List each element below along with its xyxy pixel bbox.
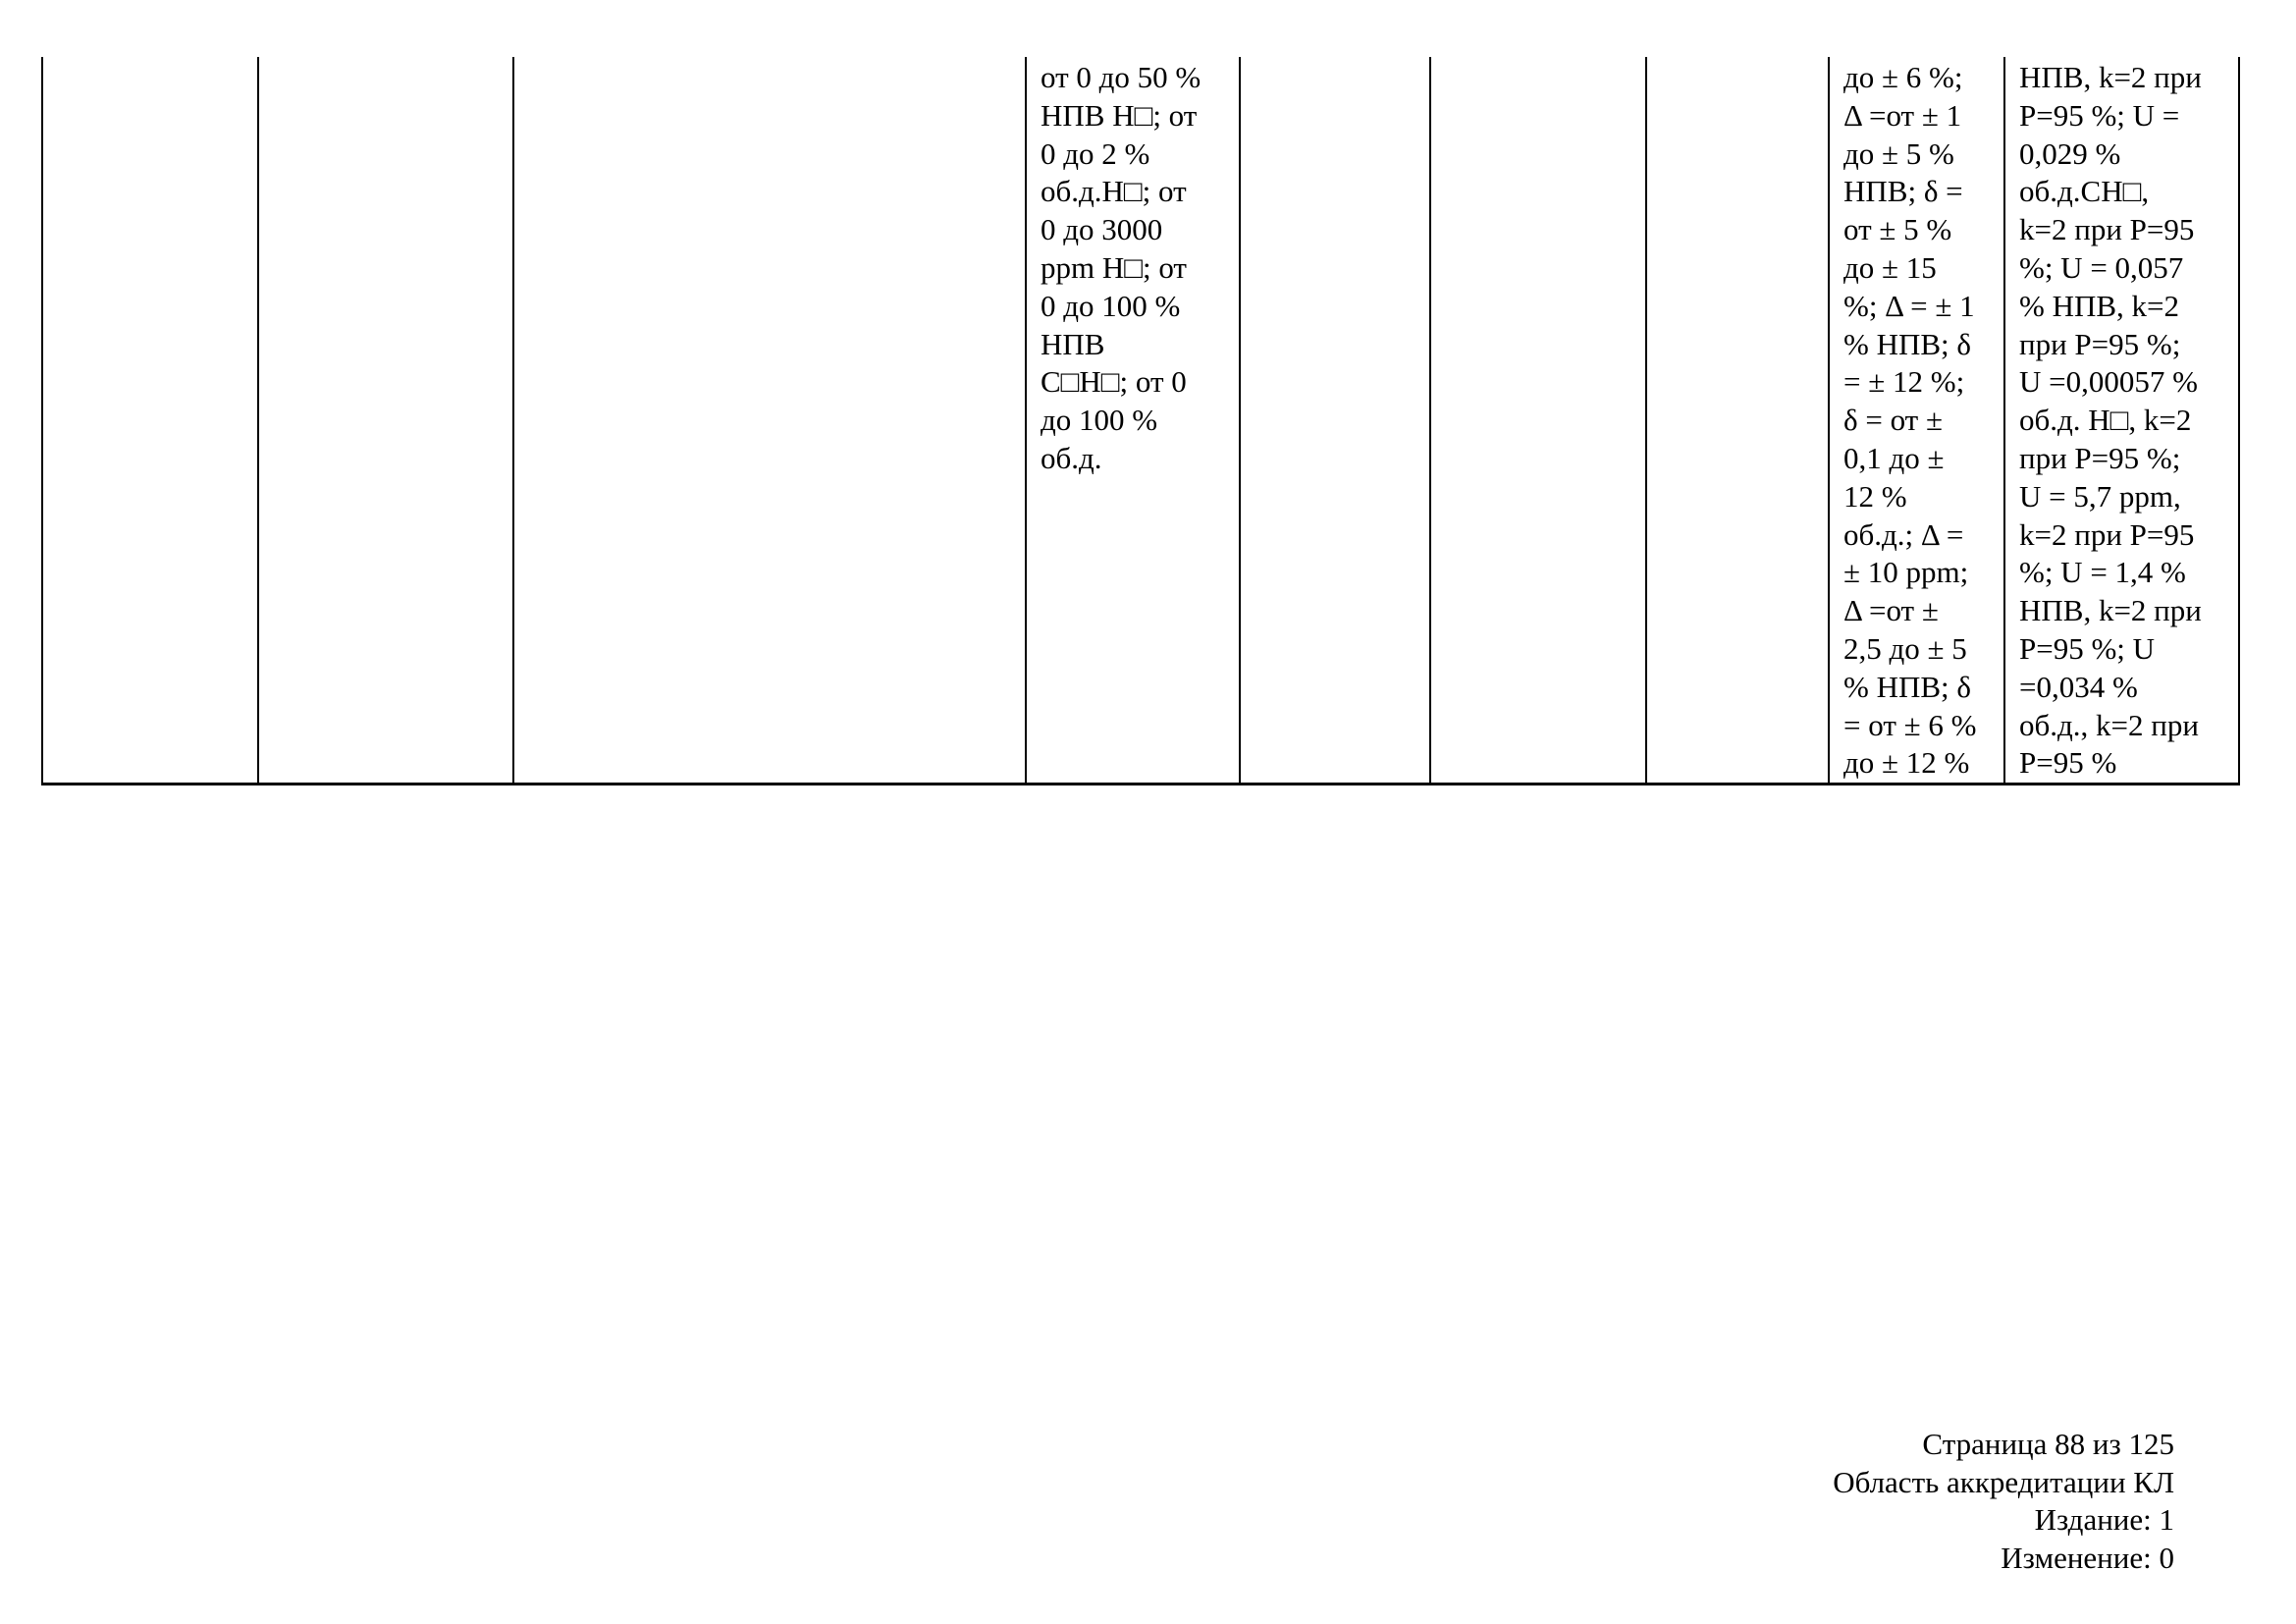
accreditation-scope-label: Область аккредитации КЛ [1833, 1464, 2174, 1499]
cell-col2 [258, 57, 513, 785]
accreditation-scope-table-wrap [41, 57, 2240, 785]
measurement-range-text: от 0 до 50 % НПВ Н□; от 0 до 2 % об.д.Н□; от 0 до 3000 ppm Н□; от 0 до 100 % НПВ С□Н□; от 0 до 100 % об.д. [1041, 60, 1201, 475]
uncertainty-text: НПВ, k=2 при Р=95 %; U = 0,029 % об.д.СН□, k=2 при Р=95 %; U = 0,057 % НПВ, k=2 при Р=95 %; U =0,00057 % об.д. Н□, k=2 при Р=95 %; U = 5,7 ppm, k=2 при Р=95 %; U = 1,4 % НПВ, k=2 при Р=95 %; U =0,034 % об.д., k=2 при Р=95 % [2019, 60, 2202, 781]
cell-col3 [513, 57, 1026, 785]
cell-col6 [1430, 57, 1646, 785]
accreditation-scope-table [41, 57, 2240, 785]
error-limits-text: до ± 6 %; Δ =от ± 1 до ± 5 % НПВ; δ = от ± 5 % до ± 15 %; Δ = ± 1 % НПВ; δ = ± 12 %; δ = от ± 0,1 до ± 12 % об.д.; Δ = ± 10 ppm; Δ =от ± 2,5 до ± 5 % НПВ; δ = от ± 6 % до ± 12 % [1843, 60, 1977, 781]
cell-col5 [1240, 57, 1430, 785]
page-number: Страница 88 из 125 [1922, 1427, 2174, 1461]
page-footer [1833, 1426, 2174, 1577]
edition-label: Издание: 1 [2034, 1502, 2174, 1537]
table-row [42, 57, 2239, 785]
revision-label: Изменение: 0 [2001, 1540, 2174, 1575]
cell-col7 [1646, 57, 1829, 785]
cell-error-limits [1829, 57, 2004, 785]
cell-uncertainty [2004, 57, 2239, 785]
cell-col1 [42, 57, 258, 785]
cell-measurement-range [1026, 57, 1240, 785]
